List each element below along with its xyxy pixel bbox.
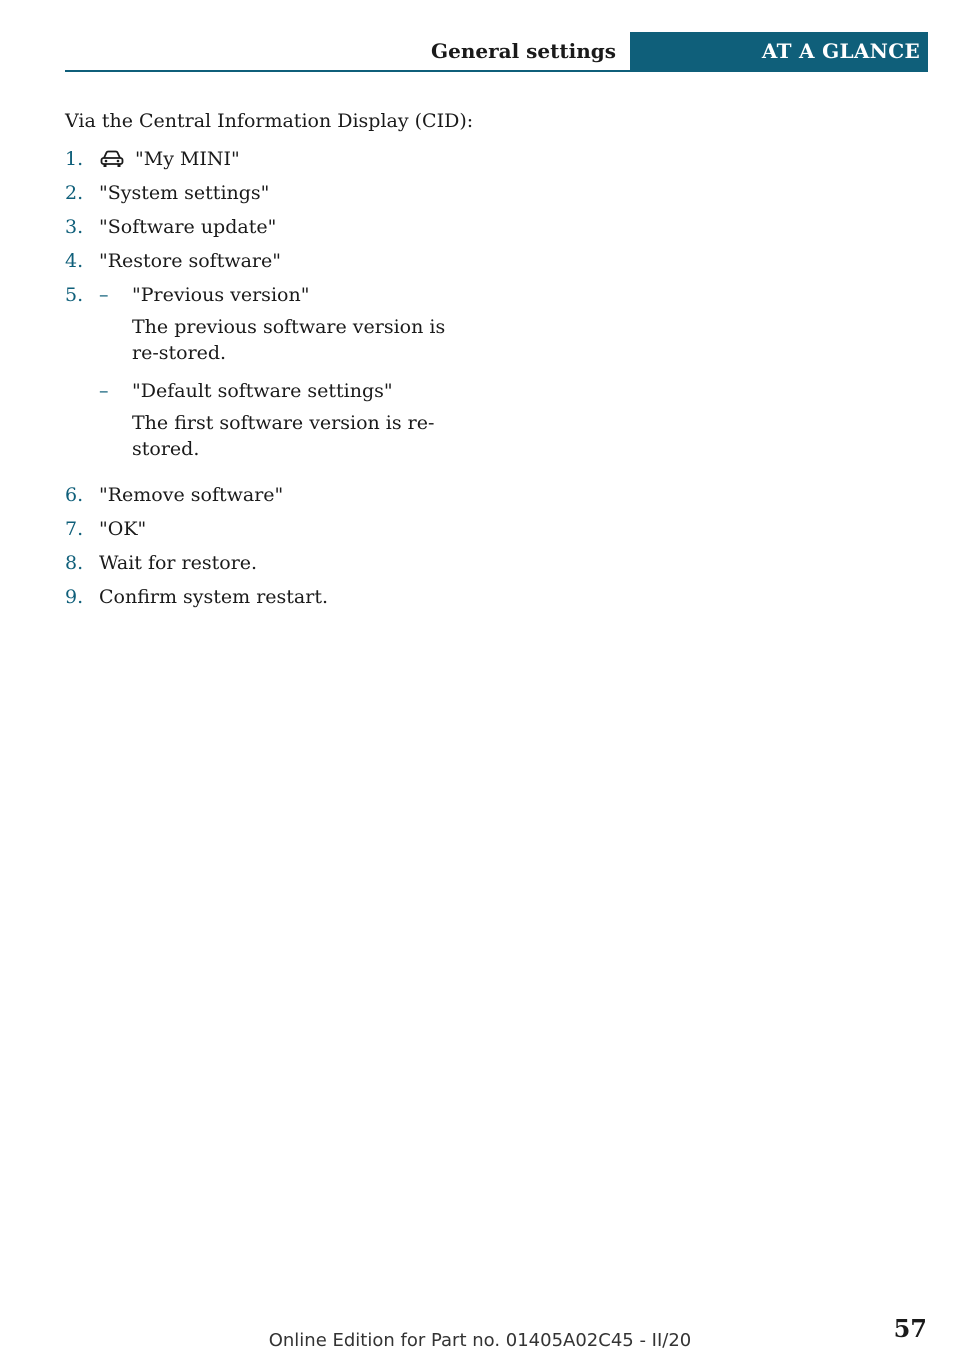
dash-bullet: – xyxy=(99,380,109,402)
car-icon xyxy=(99,149,125,169)
list-item xyxy=(65,214,475,240)
step-text: Wait for restore. xyxy=(99,552,258,574)
steps-list xyxy=(65,146,475,610)
step-number: 8. xyxy=(65,552,84,574)
step-text: Confirm system restart. xyxy=(99,586,328,608)
list-item xyxy=(65,282,475,474)
sub-option xyxy=(99,378,475,468)
sub-option xyxy=(99,282,475,372)
intro-text: Via the Central Information Display (CID): xyxy=(65,110,474,132)
step-number: 4. xyxy=(65,250,84,272)
sub-option-description: The previous software version is re-stored. xyxy=(132,316,446,364)
step-text: "System settings" xyxy=(99,182,270,204)
section-title: General settings xyxy=(431,39,616,63)
list-item xyxy=(65,180,475,206)
step-number: 3. xyxy=(65,216,84,238)
step-number: 2. xyxy=(65,182,84,204)
list-item xyxy=(65,146,475,172)
step-number: 6. xyxy=(65,484,84,506)
step-text: "My MINI" xyxy=(135,148,240,170)
step-text: "Software update" xyxy=(99,216,277,238)
step-number: 7. xyxy=(65,518,84,540)
header-rule xyxy=(65,70,928,72)
sub-option-label: "Previous version" xyxy=(132,284,310,306)
list-item xyxy=(65,516,475,542)
chapter-label: AT A GLANCE xyxy=(630,32,928,70)
main-content xyxy=(65,108,475,618)
step-number: 9. xyxy=(65,586,84,608)
step-number: 5. xyxy=(65,284,84,306)
sub-option-label: "Default software settings" xyxy=(132,380,393,402)
list-item xyxy=(65,584,475,610)
step-text: "OK" xyxy=(99,518,147,540)
sub-options xyxy=(99,282,475,474)
list-item xyxy=(65,550,475,576)
sub-option-description: The first software version is re-stored. xyxy=(132,412,435,460)
page-header xyxy=(65,32,928,70)
list-item xyxy=(65,482,475,508)
dash-bullet: – xyxy=(99,284,109,306)
list-item xyxy=(65,248,475,274)
step-text: "Restore software" xyxy=(99,250,281,272)
page-number: 57 xyxy=(893,1314,927,1343)
step-number: 1. xyxy=(65,148,84,170)
footer-edition: Online Edition for Part no. 01405A02C45 - II/20 xyxy=(268,1330,692,1351)
step-text: "Remove software" xyxy=(99,484,284,506)
